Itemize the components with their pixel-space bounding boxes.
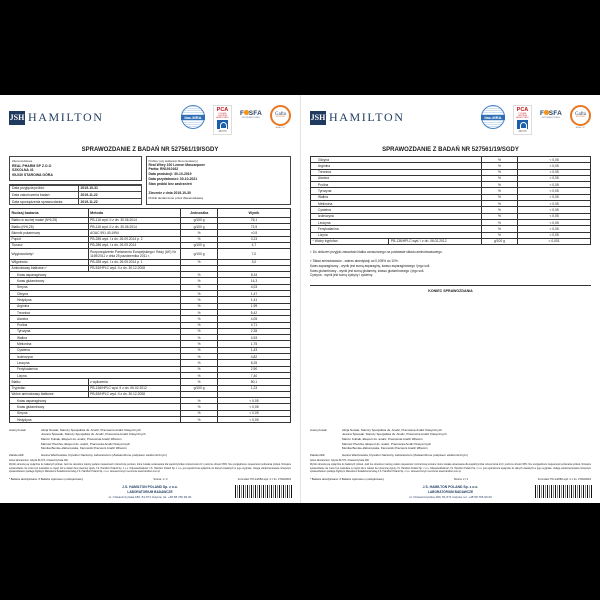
table-row: Leucyna % 8,25	[10, 360, 291, 366]
table-row: Alanina % 4,05	[10, 316, 291, 322]
table-row: Lizyna % < 0,05	[311, 232, 591, 238]
certification-logos	[181, 105, 291, 135]
sample-condition: Stan próbki bez zastrzeżeń	[148, 182, 192, 187]
table-row: Lizyna % 7,40	[10, 372, 291, 378]
table-row: Cysteina % 1,43	[10, 347, 291, 353]
gafta-icon: Gafta APPROVED ANALYST	[570, 105, 591, 130]
report-title: SPRAWOZDANIE Z BADAŃ NR 527561/19/SGDY	[382, 147, 519, 153]
authorization-block: Autoryzował: Alicja Nowak, Starszy Specjalista ds. Analiz, Pracownia Analiz Klasycznych Joanna Śpiewak, Starszy Specjalista ds. Analiz, Pracownia Analiz Klasycznych Marcin Kubiak, Ekspert ds. analiz, Pracownia Analiz Witamin Mariusz Pieczka, Ekspert ds. analiz, Pracownia Analiz Klasycznych Monika Bemke-Zaborowska, Kierownik Pracowni Analiz Witamin	[310, 428, 591, 451]
results-table-header: Rodzaj badania Metoda Jednostka Wynik	[10, 209, 291, 217]
company-footer: J.S. HAMILTON POLAND Sp. z o.o. LABORATORIUM BADAWCZE ul. Chwaszczyńska 180, 81-571 Gdynia, tel. +48 58 766 99 00	[9, 485, 291, 499]
table-row: Histydyna % 1,41	[10, 297, 291, 303]
authorized-person: Mariusz Pieczka, Ekspert ds. analiz, Pracownia Analiz Klasycznych	[41, 441, 131, 446]
table-row: Seryna % < 0,05	[10, 410, 291, 416]
table-row: Wolne aminokwasy białkowe PB-53/HPLC wyd. II z dn. 30.12.2008	[10, 391, 291, 397]
authorized-person: Alicja Nowak, Starszy Specjalista ds. Analiz, Pracownia Analiz Klasycznych	[41, 427, 141, 432]
table-row: Fenyloalanina % < 0,05	[311, 226, 591, 232]
sample-batch: Partia: RN1910162	[148, 167, 179, 172]
table-row: Prolina % < 0,05	[311, 182, 591, 188]
table-row: Kwas asparaginowy % 8,34	[10, 272, 291, 278]
table-row: Treonina % 5,42	[10, 309, 291, 315]
table-row: Tyrozyna % 2,35	[10, 328, 291, 334]
table-row: Węglowodany¹⁾ Rozporządzenie Parlamentu Europejskiego i Rady (UE) Nr 1169/2011 z dnia 25 października 2011 r. g/100 g 7,0	[10, 249, 291, 259]
report-title: SPRAWOZDANIE Z BADAŃ NR 527561/19/SGDY	[81, 147, 219, 153]
table-row: Białko (N*6,25) PB-116 wyd. II z dn. 30.06.2014 g/100 g 72,5	[10, 223, 291, 229]
authorized-person: Monika Bemke-Zaborowska, Kierownik Pracowni Analiz Witamin	[41, 446, 127, 451]
page-bottom	[310, 428, 591, 499]
brand-name: HAMILTON	[329, 110, 405, 124]
page-number: Strona: 2 / 2	[453, 478, 469, 482]
date-row: Data sporządzenia sprawozdania: 2019-11-22	[10, 198, 141, 205]
sample-production-date: Data produkcji: 30-10-2019	[148, 172, 192, 177]
authorized-person: Monika Bemke-Zaborowska, Kierownik Pracowni Analiz Witamin	[342, 446, 428, 451]
report-page-2	[300, 95, 600, 503]
pca-symbol-icon	[517, 120, 528, 129]
table-row: Arginina % 1,99	[10, 303, 291, 309]
info-section	[9, 156, 291, 205]
table-row: Leucyna % < 0,05	[311, 219, 591, 225]
client-address: REAL PHARM SP Z.O.O SZKOLNA 41 95-030 STAROWA GÓRA	[12, 163, 53, 178]
document-viewer	[0, 95, 600, 503]
legend-text: * Badanie akredytowane; # Badanie wykonane u podwykonawcy	[310, 478, 385, 482]
table-row: * Wolny tryptofan PB-136/HPLC wyd. I z dn. 06.02.2012 g/100 g < 0,001	[311, 238, 591, 244]
report-page-1	[0, 95, 300, 503]
company-footer: J.S. HAMILTON POLAND Sp. z o.o. LABORATORIUM BADAWCZE ul. Chwaszczyńska 180, 81-571 Gdynia, tel. +48 58 766 99 00	[310, 485, 591, 499]
order-date: Zlecenie z dnia 2019-10-30	[148, 191, 191, 196]
page-number: Strona: 1 / 2	[153, 478, 168, 482]
approval-line: Zatwierdził: Hanna Wachowska, Dyrektor Naczelny Laboratorium (Zatwierdzone podpisem elektronicznym)	[310, 453, 468, 458]
table-row: Błonnik pokarmowy AOAC 991.43:1994 % <0,5	[10, 230, 291, 236]
table-row: Kwas glutaminowy % < 0,05	[10, 404, 291, 410]
hamilton-logo	[9, 110, 103, 125]
table-row: Kwas glutaminowy % 14,3	[10, 278, 291, 284]
fosfa-icon: F SFA INTERNATIONAL	[239, 110, 262, 119]
table-row: Tłuszcz PB-286 wyd. I z dn. 26.09.2014 g/100 g 4,7	[10, 242, 291, 248]
table-row: Arginina % < 0,05	[311, 163, 591, 169]
barcode	[235, 485, 293, 498]
pca-icon: PCA POLSKIE CENTRUM AKREDYTACJI AB 079	[513, 105, 532, 135]
table-row: Metionina % 1,75	[10, 341, 291, 347]
sample-expiry-date: Data przydatności: 30-10-2021	[148, 177, 198, 182]
table-row: Walina % < 0,05	[311, 194, 591, 200]
table-row: Białko z wyliczenia % 80,1	[10, 379, 291, 385]
results-table-continued	[310, 156, 591, 245]
ilac-mra-icon: ilac-MRA	[181, 105, 205, 129]
authorization-block: Autoryzował: Alicja Nowak, Starszy Specjalista ds. Analiz, Pracownia Analiz Klasycznych Joanna Śpiewak, Starszy Specjalista ds. Analiz, Pracownia Analiz Klasycznych Marcin Kubiak, Ekspert ds. analiz, Pracownia Analiz Witamin Mariusz Pieczka, Ekspert ds. analiz, Pracownia Analiz Klasycznych Monika Bemke-Zaborowska, Kierownik Pracowni Analiz Witamin	[9, 428, 291, 451]
fine-print: Adres laboratorium: Gdynia 81-571, Chwaszczyńska 180 Wyniki odnoszą się wyłącznie do badanych próbek. Jeśli nie określono inaczej podano niepewność rozszerzoną pomiaru, która została oszacowana dla współczynnika rozszerzenia k=2 i poziomu ufności 95%. Nie uwzględniono niepewności pobierania próbek. Niniejsze sprawozdanie nie może być powielane w części lub w całości bez pisemnej zgody J.S. Hamilton Poland Sp. z o.o. Odpowiedzialność J.S. Hamilton Poland Sp. z o.o. jest ograniczona wyłącznie do danych zawartych w jego oryginale. Usługa udokumentowana niniejszym sprawozdaniem podlega Ogólnym Warunkom Świadczenia Usług J.S. Hamilton Poland Sp. z o.o. zamieszczonym na stronie www.hamilton.com.pl	[310, 460, 591, 474]
table-row: Kwas asparaginowy % < 0,05	[10, 398, 291, 404]
pca-icon: PCA POLSKIE CENTRUM AKREDYTACJI AB 079	[213, 105, 232, 135]
table-row: Glicyna % < 0,05	[311, 157, 591, 163]
jsh-logo-icon: JSH	[9, 111, 25, 125]
table-row: Walina % 4,93	[10, 335, 291, 341]
pca-symbol-icon	[217, 120, 228, 129]
results-table	[9, 208, 291, 423]
table-row: Tryptofan PB-136/HPLC wyd. II z dn. 06.02.2012 g/100 g 1,23	[10, 385, 291, 391]
table-row: Izoleucyna % < 0,05	[311, 213, 591, 219]
ilac-mra-icon: ilac-MRA	[481, 105, 505, 129]
date-row: Data przyjęcia próbki: 2019-10-31	[10, 185, 141, 192]
legend-row	[310, 478, 591, 481]
jsh-logo-icon: JSH	[310, 111, 326, 125]
authorized-person: Mariusz Pieczka, Ekspert ds. analiz, Pracownia Analiz Klasycznych	[342, 441, 432, 446]
table-row: Białko w suchej masie (N*6,25) PB-116 wyd. II z dn. 30.06.2014 g/100 g 76,1	[10, 217, 291, 223]
authorized-person: Joanna Śpiewak, Starszy Specjalista ds. Analiz, Pracownia Analiz Klasycznych	[342, 432, 447, 437]
table-row: Tyrozyna % < 0,05	[311, 188, 591, 194]
authorized-person: Joanna Śpiewak, Starszy Specjalista ds. Analiz, Pracownia Analiz Klasycznych	[41, 432, 146, 437]
table-row: Aminokwasy białkowe:²⁾ PB-53/HPLC wyd. II z dn. 30.12.2008	[10, 265, 291, 271]
fine-print: Adres laboratorium: Gdynia 81-571, Chwaszczyńska 180 Wyniki odnoszą się wyłącznie do badanych próbek. Jeśli nie określono inaczej podano niepewność rozszerzoną pomiaru, która została oszacowana dla współczynnika rozszerzenia k=2 i poziomu ufności 95%. Nie uwzględniono niepewności pobierania próbek. Niniejsze sprawozdanie nie może być powielane w części lub w całości bez pisemnej zgody J.S. Hamilton Poland Sp. z o.o. Odpowiedzialność J.S. Hamilton Poland Sp. z o.o. jest ograniczona wyłącznie do danych zawartych w jego oryginale. Usługa udokumentowana niniejszym sprawozdaniem podlega Ogólnym Warunkom Świadczenia Usług J.S. Hamilton Poland Sp. z o.o. zamieszczonym na stronie www.hamilton.com.pl	[9, 460, 291, 474]
sample-box: Próbka: (wg deklaracji Zleceniodawcy) Real Whey 100 Lemon Mascarpone Partia: RN1910162 Data produkcji: 30-10-2019 Data przydatności: 30-10-2021 Stan próbki bez zastrzeżeń Zlecenie z dnia 2019-10-30 Próbki dostarczone przez Zleceniodawcę	[146, 156, 291, 205]
authorized-person: Alicja Nowak, Starszy Specjalista ds. Analiz, Pracownia Analiz Klasycznych	[342, 427, 442, 432]
certification-logos	[481, 105, 591, 135]
brand-name: HAMILTON	[28, 110, 104, 124]
table-row: Fenyloalanina % 2,90	[10, 366, 291, 372]
dates-table	[9, 184, 142, 206]
table-row: Cysteina % < 0,05	[311, 207, 591, 213]
table-row: Izoleucyna % 4,82	[10, 354, 291, 360]
legend-row	[9, 478, 291, 481]
table-row: Popiół PB-285 wyd. I z dn. 26.09.2014 p. 2 % 3,23	[10, 236, 291, 242]
end-of-report: KONIEC SPRAWOZDANIA	[310, 285, 591, 293]
form-reference: Formularz PO-14/08d wyd. 2 z dn. 27/02/2019	[237, 478, 291, 482]
date-row: Data zakończenia badań: 2019-11-22	[10, 191, 141, 198]
footnotes: ¹⁾ Do obliczeń przyjęto zawartość białka oznaczonego na podstawie składu aminokwasowego. ²⁾ Skład aminokwasów - zakres akredytacji od 0,005% do 10%. Kwas asparaginowy - wynik jest sumą asparaginy, kwasu asparaginowego i jego soli. Kwas glutaminowy - wynik jest sumą glutaminy, kwasu glutaminowego i jego soli. Cystyna - wynik jest sumą cystyny i cysteiny.	[310, 250, 443, 278]
authorized-person: Marcin Kubiak, Ekspert ds. analiz, Pracownia Analiz Witamin	[342, 437, 423, 442]
table-row: Metionina % < 0,05	[311, 201, 591, 207]
approval-line: Zatwierdził: Hanna Wachowska, Dyrektor Naczelny Laboratorium (Zatwierdzone podpisem elektronicznym)	[9, 453, 167, 458]
form-reference: Formularz PO-14/08d wyd. 2 z dn. 27/02/2019	[537, 478, 591, 482]
table-row: Glicyna % 1,47	[10, 291, 291, 297]
sample-delivery: Próbki dostarczone przez Zleceniodawcę	[148, 196, 204, 201]
table-row: Treonina % < 0,05	[311, 169, 591, 175]
page-header	[310, 101, 591, 143]
authorized-person: Marcin Kubiak, Ekspert ds. analiz, Pracownia Analiz Witamin	[41, 437, 122, 442]
sample-name: Real Whey 100 Lemon Mascarpone	[148, 162, 206, 167]
gafta-icon: Gafta APPROVED ANALYST	[270, 105, 291, 130]
table-row: Seryna % 4,03	[10, 284, 291, 290]
table-row: Wilgotność PB-285 wyd. I z dn. 26.09.2014 p. 1 % 3,0	[10, 259, 291, 265]
fosfa-icon: F SFA INTERNATIONAL	[539, 110, 562, 119]
table-row: Histydyna % < 0,05	[10, 416, 291, 422]
client-box: Zleceniodawca REAL PHARM SP Z.O.O SZKOLNA 41 95-030 STAROWA GÓRA	[9, 156, 142, 181]
legend-text: * Badanie akredytowane; # Badanie wykonane u podwykonawcy	[9, 478, 84, 482]
table-row: Prolina % 4,71	[10, 322, 291, 328]
table-row: Alanina % < 0,05	[311, 175, 591, 181]
page-bottom	[9, 428, 291, 499]
barcode	[535, 485, 593, 498]
page-header	[9, 101, 291, 143]
hamilton-logo	[310, 110, 404, 125]
